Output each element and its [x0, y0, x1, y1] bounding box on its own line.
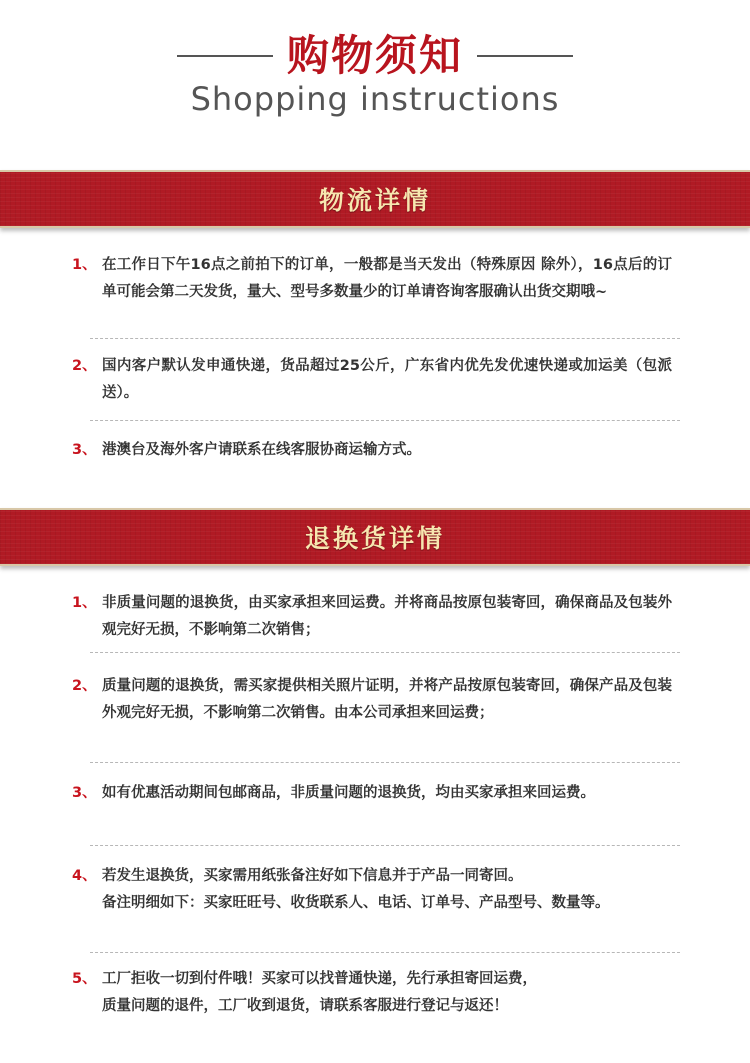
item-text: 质量问题的退换货，需买家提供相关照片证明，并将产品按原包装寄回，确保产品及包装外观完好无损，不影响第二次销售。由本公司承担来回运费；: [102, 678, 672, 721]
item-number: 2、: [72, 678, 97, 694]
item-number: 2、: [72, 358, 97, 374]
returns-item-3: [72, 780, 672, 807]
divider: [90, 762, 680, 763]
item-text: 港澳台及海外客户请联系在线客服协商运输方式。: [102, 442, 421, 458]
returns-banner-title: 退换货详情: [304, 524, 445, 553]
item-text: 工厂拒收一切到付件哦！买家可以找普通快递，先行承担寄回运费，: [102, 971, 537, 987]
item-text-detail: 备注明细如下：买家旺旺号、收货联系人、电话、订单号、产品型号、数量等。: [102, 895, 610, 911]
logistics-item-3: [72, 437, 672, 464]
title-row: [0, 28, 750, 84]
logistics-banner: [0, 170, 750, 228]
item-number: 3、: [72, 785, 97, 801]
item-text: 国内客户默认发申通快递，货品超过25公斤，广东省内优先发优速快递或加运美（包派送）。: [102, 358, 672, 401]
returns-banner: [0, 508, 750, 566]
page-title: 购物须知: [286, 31, 463, 80]
item-text: 如有优惠活动期间包邮商品，非质量问题的退换货，均由买家承担来回运费。: [102, 785, 595, 801]
returns-item-4: [72, 863, 672, 917]
item-number: 1、: [72, 595, 97, 611]
item-text: 若发生退换货，买家需用纸张备注好如下信息并于产品一同寄回。: [102, 868, 523, 884]
divider: [90, 652, 680, 653]
divider: [90, 845, 680, 846]
divider: [90, 420, 680, 421]
item-number: 1、: [72, 257, 97, 273]
item-text: 在工作日下午16点之前拍下的订单，一般都是当天发出（特殊原因 除外），16点后的订单可能会第二天发货，量大、型号多数量少的订单请咨询客服确认出货交期哦~: [102, 257, 672, 300]
title-left-rule: [177, 55, 273, 57]
title-right-rule: [477, 55, 573, 57]
returns-item-1: [72, 590, 672, 644]
returns-item-2: [72, 673, 672, 727]
page-subtitle: Shopping instructions: [190, 80, 560, 118]
divider: [90, 338, 680, 339]
logistics-item-2: [72, 353, 672, 407]
header: [0, 0, 750, 150]
item-text: 非质量问题的退换货，由买家承担来回运费。并将商品按原包装寄回，确保商品及包装外观完好无损，不影响第二次销售；: [102, 595, 672, 638]
divider: [90, 952, 680, 953]
item-text-detail: 质量问题的退件，工厂收到退货，请联系客服进行登记与返还！: [102, 998, 508, 1014]
item-number: 4、: [72, 868, 97, 884]
item-number: 5、: [72, 971, 97, 987]
returns-item-5: [72, 966, 672, 1020]
logistics-banner-title: 物流详情: [318, 186, 431, 215]
logistics-item-1: [72, 252, 672, 306]
item-number: 3、: [72, 442, 97, 458]
